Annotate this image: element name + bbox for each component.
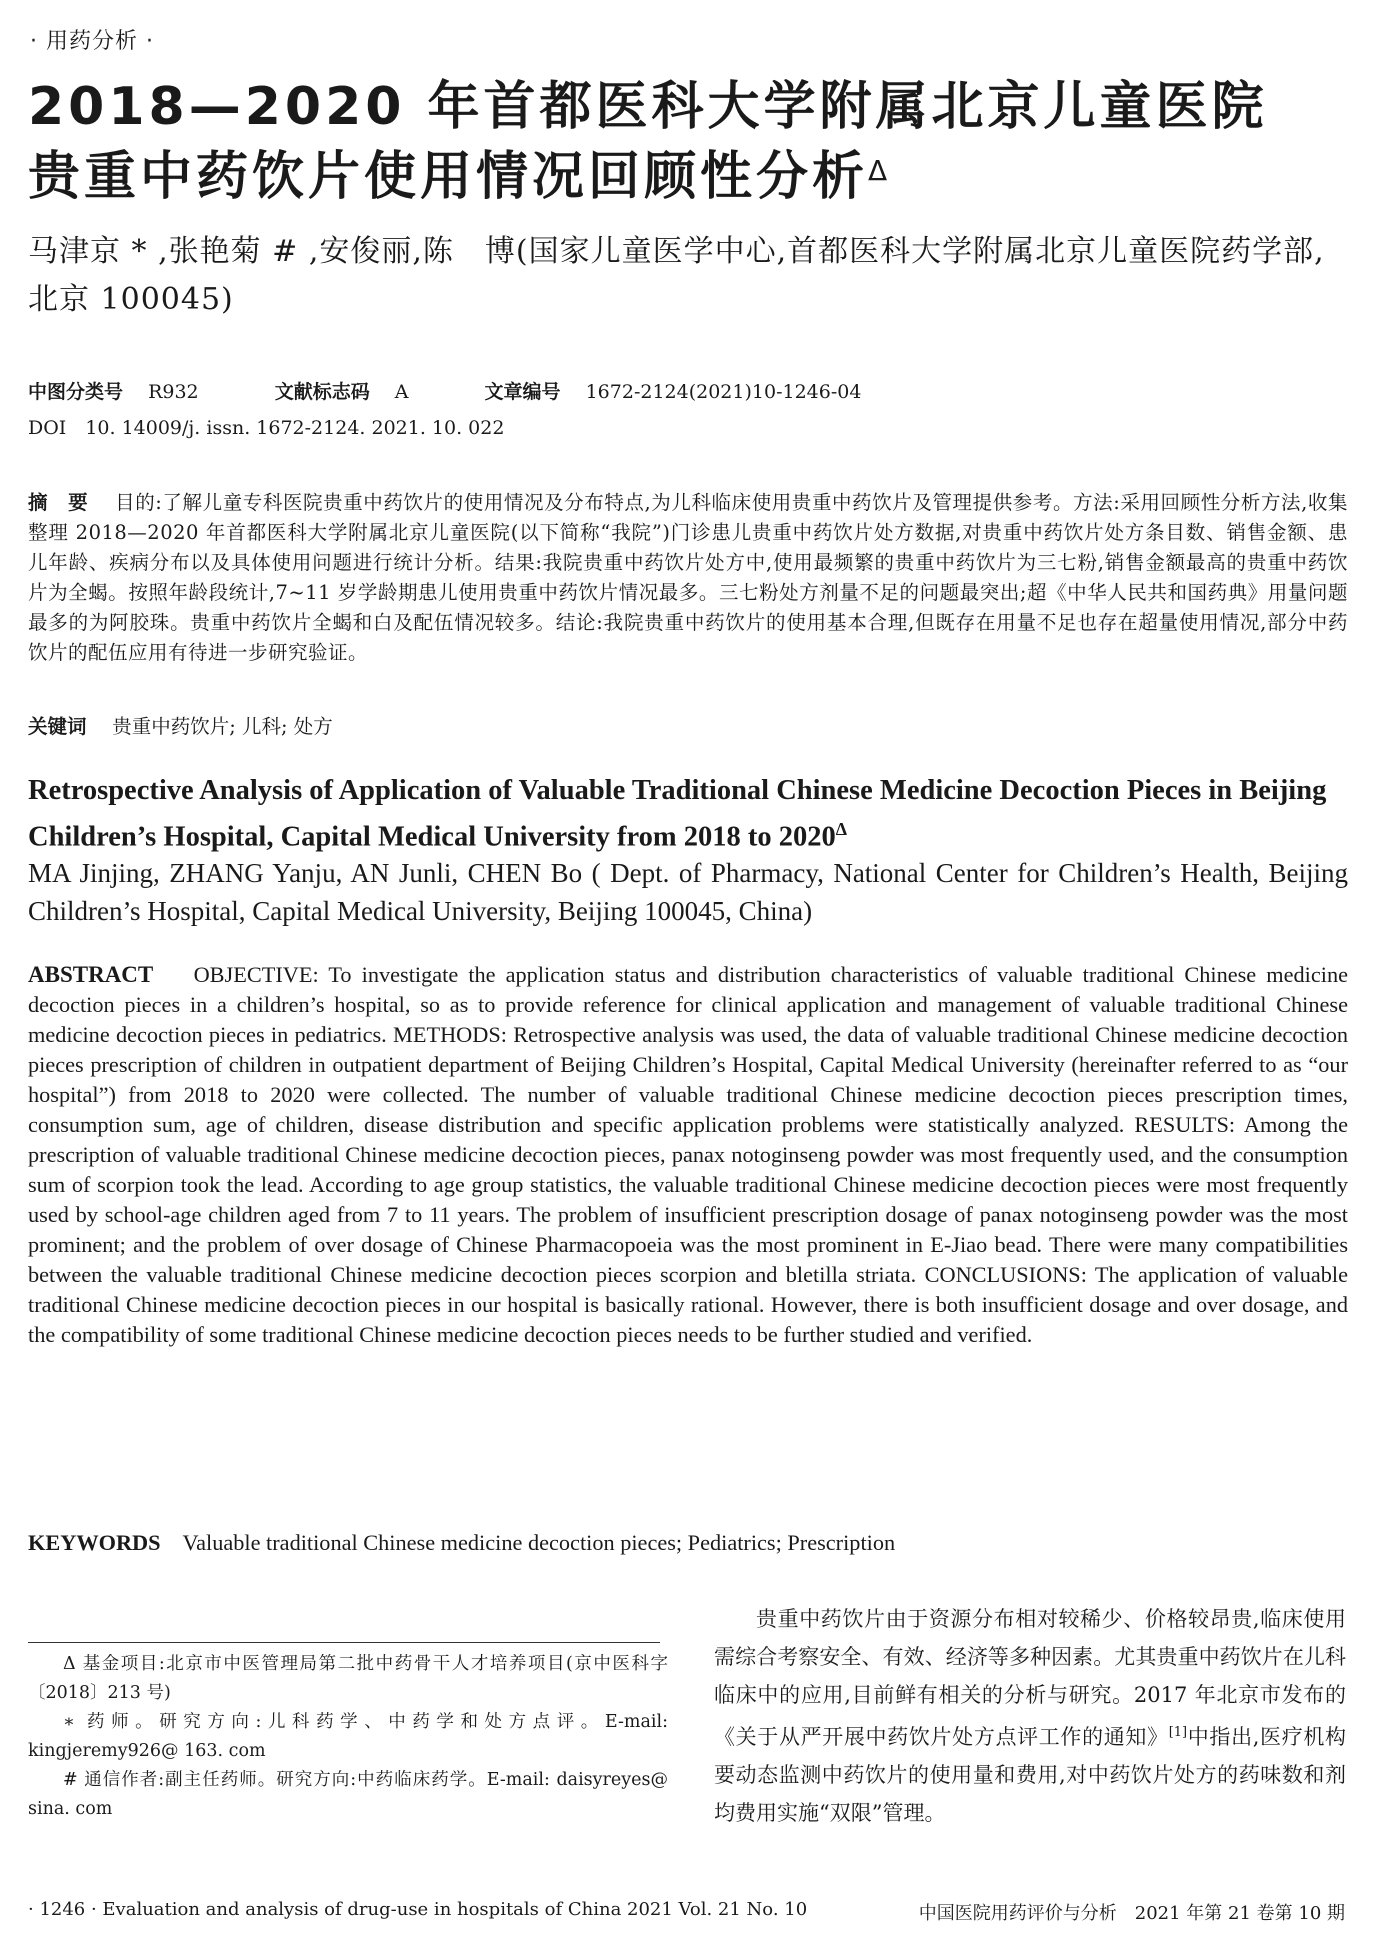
- chinese-abstract-label: 摘 要: [28, 491, 89, 514]
- chinese-abstract: [28, 488, 1348, 668]
- english-authors: MA Jinjing, ZHANG Yanju, AN Junli, CHEN Bo ( Dept. of Pharmacy, National Center for Children’s Health, Beijing Children’s Hospital, Capital Medical University, Beijing 100045, China): [28, 858, 1348, 926]
- chinese-keywords-text: 贵重中药饮片; 儿科; 处方: [112, 715, 333, 738]
- english-keywords-text: Valuable traditional Chinese medicine decoction pieces; Pediatrics; Prescription: [182, 1530, 896, 1555]
- footnote-funding: Δ 基金项目:北京市中医管理局第二批中药骨干人才培养项目(京中医科字〔2018〕213 号): [28, 1654, 668, 1703]
- section-tag: · 用药分析 ·: [30, 29, 154, 54]
- chinese-title-line-1: 2018—2020 年首都医科大学附属北京儿童医院: [28, 77, 1268, 137]
- english-abstract: [28, 960, 1348, 1350]
- footnotes: [28, 1650, 668, 1824]
- english-abstract-text: OBJECTIVE: To investigate the application status and distribution characteristics of valuable traditional Chinese medicine decoction pieces in a children’s hospital, so as to provide reference for clinical application and management of valuable traditional Chinese medicine decoction pieces in pediatrics. METHODS: Retrospective analysis was used, the data of valuable traditional Chinese medicine decoction pieces prescription of children in outpatient department of Beijing Children’s Hospital, Capital Medical University (hereinafter referred to as “our hospital”) from 2018 to 2020 were collected. The number of valuable traditional Chinese medicine decoction pieces prescription times, consumption sum, age of children, disease distribution and specific application problems were statistically analyzed. RESULTS: Among the prescription of valuable traditional Chinese medicine decoction pieces, panax notoginseng powder was most frequently used, and the consumption sum of scorpion took the lead. According to age group statistics, the valuable traditional Chinese medicine decoction pieces were most frequently used by school-age children aged from 7 to 11 years. The problem of insufficient prescription dosage of panax notoginseng powder was the most prominent; and the problem of over dosage of Chinese Pharmacopoeia was the most prominent in E-Jiao bead. There were many compatibilities between the valuable traditional Chinese medicine decoction pieces scorpion and bletilla striata. CONCLUSIONS: The application of valuable traditional Chinese medicine decoction pieces in our hospital is basically rational. However, there is both insufficient dosage and over dosage, and the compatibility of some traditional Chinese medicine decoction pieces needs to be further studied and verified.: [28, 962, 1348, 1347]
- footnote-divider: [28, 1642, 660, 1643]
- article-metadata: [28, 374, 1348, 446]
- chinese-keywords: [28, 712, 1348, 742]
- chinese-abstract-text: 目的:了解儿童专科医院贵重中药饮片的使用情况及分布特点,为儿科临床使用贵重中药饮片及管理提供参考。方法:采用回顾性分析方法,收集整理 2018—2020 年首都医科大学附属北京儿童医院(以下简称“我院”)门诊患儿贵重中药饮片处方数据,对贵重中药饮片处方条目数、销售金额、患儿年龄、疾病分布以及具体使用问题进行统计分析。结果:我院贵重中药饮片处方中,使用最频繁的贵重中药饮片为三七粉,销售金额最高的贵重中药饮片为全蝎。按照年龄段统计,7~11 岁学龄期患儿使用贵重中药饮片情况最多。三七粉处方剂量不足的问题最突出;超《中华人民共和国药典》用量问题最多的为阿胶珠。贵重中药饮片全蝎和白及配伍情况较多。结论:我院贵重中药饮片的使用基本合理,但既存在用量不足也存在超量使用情况,部分中药饮片的配伍应用有待进一步研究验证。: [28, 491, 1348, 664]
- footnote-first-author: ∗ 药师。研究方向:儿科药学、中药学和处方点评。E-mail: kingjeremy926@ 163. com: [28, 1712, 668, 1761]
- footer-right: 中国医院用药评价与分析 2021 年第 21 卷第 10 期: [918, 1903, 1345, 1924]
- body-paragraph: 贵重中药饮片由于资源分布相对较稀少、价格较昂贵,临床使用需综合考察安全、有效、经济等多种因素。尤其贵重中药饮片在儿科临床中的应用,目前鲜有相关的分析与研究。2017 年北京市发布的《关于从严开展中药饮片处方点评工作的通知》[1]中指出,医疗机构要动态监测中药饮片的使用量和费用,对中药饮片处方的药味数和剂均费用实施“双限”管理。: [714, 1607, 1346, 1825]
- english-title-text: Retrospective Analysis of Application of Valuable Traditional Chinese Medicine Decoction Pieces in Beijing Children’s Hospital, Capital Medical University from 2018 to 2020: [28, 775, 1327, 853]
- body-text-column: [714, 1600, 1346, 1832]
- footnote-corresponding-author: # 通信作者:副主任药师。研究方向:中药临床药学。E-mail: daisyreyes@ sina. com: [28, 1770, 668, 1819]
- chinese-keywords-label: 关键词: [28, 715, 87, 738]
- chinese-title: [28, 72, 1348, 212]
- article-number-label: 文章编号: [484, 381, 561, 403]
- doi: DOI 10. 14009/j. issn. 1672-2124. 2021. 10. 022: [28, 417, 505, 439]
- english-keywords: [28, 1528, 1348, 1558]
- english-abstract-label: ABSTRACT: [28, 962, 154, 987]
- funding-mark: Δ: [868, 154, 892, 187]
- english-funding-mark: Δ: [835, 819, 848, 839]
- article-number-value: 1672-2124(2021)10-1246-04: [585, 381, 862, 403]
- clc-label: 中图分类号: [28, 381, 124, 403]
- chinese-title-line-2: 贵重中药饮片使用情况回顾性分析: [28, 147, 869, 207]
- doc-code-value: A: [394, 381, 409, 403]
- chinese-authors: 马津京 * ,张艳菊 # ,安俊丽,陈 博(国家儿童医学中心,首都医科大学附属北京儿童医院药学部,北京 100045): [28, 234, 1325, 317]
- footer-left: · 1246 · Evaluation and analysis of drug-use in hospitals of China 2021 Vol. 21 No. 10: [28, 1899, 808, 1920]
- english-title: [28, 772, 1348, 857]
- clc-value: R932: [148, 381, 199, 403]
- doc-code-label: 文献标志码: [274, 381, 370, 403]
- english-keywords-label: KEYWORDS: [28, 1530, 161, 1555]
- reference-link[interactable]: [1]: [1168, 1725, 1188, 1740]
